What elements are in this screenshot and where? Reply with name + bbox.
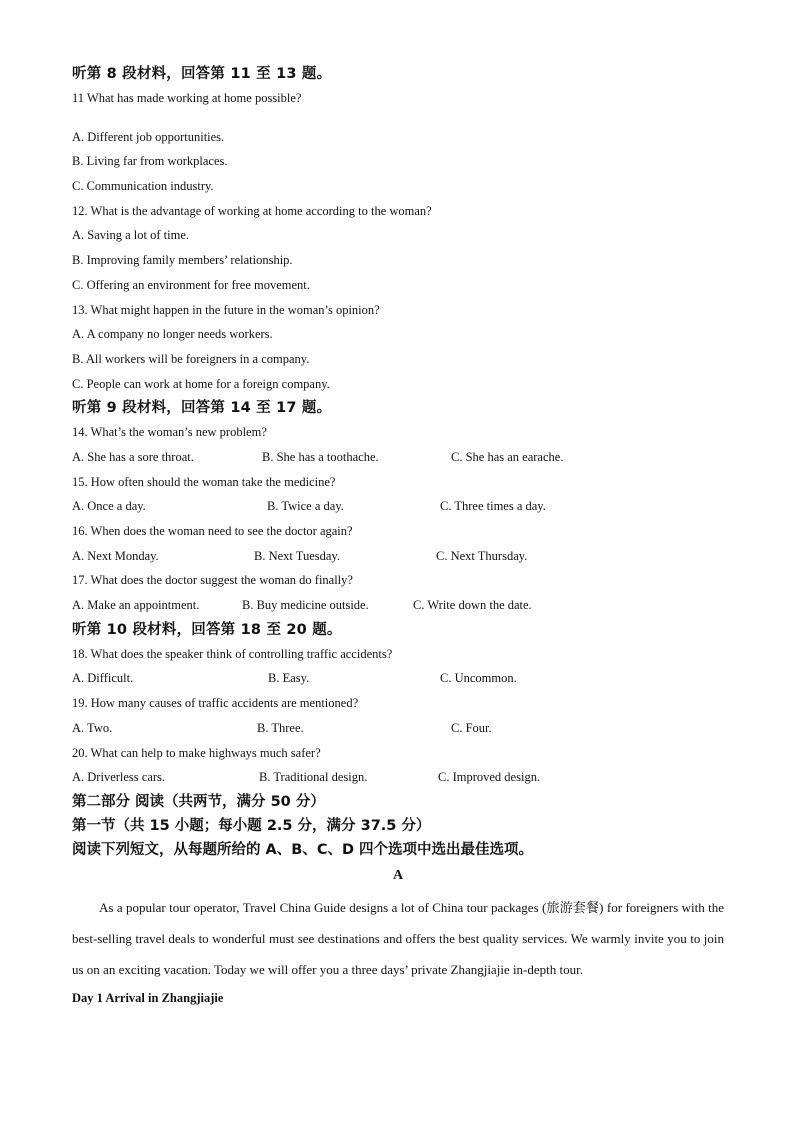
question-12: 12. What is the advantage of working at home according to the woman?	[72, 203, 432, 218]
option-18b: B. Easy.	[268, 671, 310, 686]
option-17b: B. Buy medicine outside.	[242, 598, 369, 613]
question-18: 18. What does the speaker think of controlling traffic accidents?	[72, 646, 393, 661]
options-14	[72, 445, 724, 470]
option-19a: A. Two.	[72, 720, 113, 735]
reading-instruction: 阅读下列短文，从每题所给的 A、B、C、D 四个选项中选出最佳选项。	[72, 841, 534, 858]
option-16c: C. Next Thursday.	[436, 548, 528, 563]
option-17a: A. Make an appointment.	[72, 598, 200, 613]
option-19c: C. Four.	[451, 720, 492, 735]
question-11: 11 What has made working at home possible?	[72, 91, 302, 105]
option-18a: A. Difficult.	[72, 671, 134, 686]
option-11b: B. Living far from workplaces.	[72, 154, 228, 169]
section-heading-10: 听第 10 段材料，回答第 18 至 20 题。	[72, 621, 342, 638]
option-16b: B. Next Tuesday.	[254, 548, 341, 563]
option-11a: A. Different job opportunities.	[72, 129, 225, 144]
option-20a: A. Driverless cars.	[72, 770, 166, 785]
options-18	[72, 666, 724, 691]
option-13a: A. A company no longer needs workers.	[72, 327, 273, 342]
option-13b: B. All workers will be foreigners in a company.	[72, 351, 310, 366]
question-16: 16. When does the woman need to see the doctor again?	[72, 524, 353, 538]
option-11c: C. Communication industry.	[72, 179, 214, 194]
section-heading-9: 听第 9 段材料，回答第 14 至 17 题。	[72, 400, 332, 417]
option-12c: C. Offering an environment for free movement.	[72, 277, 310, 292]
question-19: 19. How many causes of traffic accidents are mentioned?	[72, 696, 359, 711]
option-15a: A. Once a day.	[72, 499, 146, 514]
exam-page	[72, 62, 724, 1011]
option-20b: B. Traditional design.	[259, 770, 368, 785]
option-18c: C. Uncommon.	[440, 671, 517, 686]
option-17c: C. Write down the date.	[413, 598, 532, 613]
option-15b: B. Twice a day.	[267, 499, 344, 514]
options-15	[72, 494, 724, 519]
options-19	[72, 716, 724, 741]
options-16	[72, 544, 724, 569]
option-13c: C. People can work at home for a foreign company.	[72, 376, 330, 391]
option-19b: B. Three.	[257, 720, 304, 735]
option-14c: C. She has an earache.	[451, 449, 564, 464]
option-14b: B. She has a toothache.	[262, 449, 379, 464]
part2-title: 第二部分 阅读（共两节，满分 50 分）	[72, 793, 325, 810]
question-20: 20. What can help to make highways much safer?	[72, 745, 321, 760]
options-20	[72, 765, 724, 790]
passage-paragraph: As a popular tour operator, Travel China Guide designs a lot of China tour packages (旅游套餐) for foreigners with the best-selling travel deals to wonderful must see destinations and offers the best quality services. We warmly invite you to join us on an exciting vacation. Today we will offer you a three days’ private Zhangjiajie in-depth tour.	[72, 899, 724, 977]
day1-heading: Day 1 Arrival in Zhangjiajie	[72, 990, 224, 1005]
option-12b: B. Improving family members’ relationship.	[72, 253, 293, 268]
option-16a: A. Next Monday.	[72, 548, 159, 563]
question-15: 15. How often should the woman take the medicine?	[72, 474, 336, 489]
question-13: 13. What might happen in the future in the woman’s opinion?	[72, 302, 380, 317]
option-15c: C. Three times a day.	[440, 499, 546, 514]
passage-label: A	[392, 867, 404, 883]
option-20c: C. Improved design.	[438, 770, 541, 785]
section1-title: 第一节（共 15 小题；每小题 2.5 分，满分 37.5 分）	[72, 817, 431, 834]
options-17	[72, 593, 724, 618]
option-14a: A. She has a sore throat.	[72, 449, 194, 464]
section-heading-8: 听第 8 段材料，回答第 11 至 13 题。	[72, 66, 332, 82]
option-12a: A. Saving a lot of time.	[72, 228, 189, 243]
question-17: 17. What does the doctor suggest the woman do finally?	[72, 573, 353, 588]
question-14: 14. What’s the woman’s new problem?	[72, 425, 267, 440]
